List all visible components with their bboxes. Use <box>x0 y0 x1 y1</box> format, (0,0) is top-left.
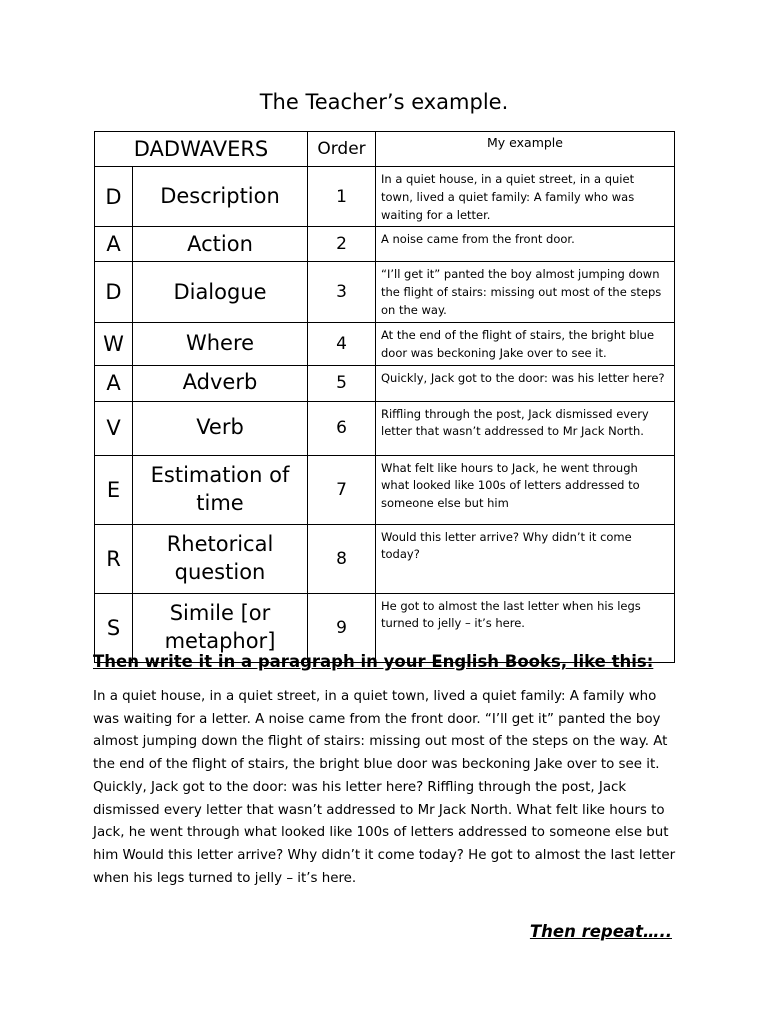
row-order: 7 <box>308 455 376 524</box>
example-header: My example <box>376 132 675 167</box>
repeat-note: Then repeat….. <box>529 922 672 941</box>
row-letter: E <box>95 455 133 524</box>
page-title: The Teacher’s example. <box>259 90 509 114</box>
row-word: Dialogue <box>133 262 308 322</box>
example-paragraph: In a quiet house, in a quiet street, in a quiet town, lived a quiet family: A family who was waiting for a letter. A noise came from the front door. “I’ll get it” panted the boy almost jumping down the flight of stairs: missing out most of the steps on the way. At the end of the flight of stairs, the bright blue door was beckoning Jake over to see it. Quickly, Jack got to the door: was his letter here? Riffling through the post, Jack dismissed every letter that wasn’t addressed to Mr Jack North. What felt like hours to Jack, he went through what looked like 100s of letters addressed to someone else but him Would this letter arrive? Why didn’t it come today? He got to almost the last letter when his legs turned to jelly – it’s here. <box>93 689 676 886</box>
dadwavers-table <box>94 131 675 663</box>
table-row <box>95 322 675 365</box>
table-header-row <box>95 132 675 167</box>
row-order: 3 <box>308 262 376 322</box>
table-row <box>95 401 675 455</box>
row-example: In a quiet house, in a quiet street, in a quiet town, lived a quiet family: A family who was waiting for a letter. <box>376 167 675 227</box>
row-letter: D <box>95 167 133 227</box>
row-letter: V <box>95 401 133 455</box>
row-letter: W <box>95 322 133 365</box>
table-row <box>95 167 675 227</box>
dadwavers-header: DADWAVERS <box>95 132 308 167</box>
row-example: He got to almost the last letter when his legs turned to jelly – it’s here. <box>376 593 675 662</box>
row-order: 8 <box>308 524 376 593</box>
row-example: At the end of the flight of stairs, the bright blue door was beckoning Jake over to see it. <box>376 322 675 365</box>
table-row <box>95 262 675 322</box>
row-example: What felt like hours to Jack, he went through what looked like 100s of letters addressed to someone else but him <box>376 455 675 524</box>
row-example: Quickly, Jack got to the door: was his letter here? <box>376 365 675 401</box>
row-word: Where <box>133 322 308 365</box>
row-example: “I’ll get it” panted the boy almost jumping down the flight of stairs: missing out most of the steps on the way. <box>376 262 675 322</box>
row-letter: A <box>95 365 133 401</box>
table-row <box>95 365 675 401</box>
row-word: Action <box>133 227 308 262</box>
row-word: Simile [or metaphor] <box>133 593 308 662</box>
row-word: Rhetorical question <box>133 524 308 593</box>
row-order: 4 <box>308 322 376 365</box>
row-letter: A <box>95 227 133 262</box>
row-order: 9 <box>308 593 376 662</box>
row-example: Would this letter arrive? Why didn’t it come today? <box>376 524 675 593</box>
row-example: Riffling through the post, Jack dismissed every letter that wasn’t addressed to Mr Jack North. <box>376 401 675 455</box>
row-order: 6 <box>308 401 376 455</box>
row-letter: S <box>95 593 133 662</box>
table-row <box>95 227 675 262</box>
table-row <box>95 455 675 524</box>
row-letter: R <box>95 524 133 593</box>
row-word: Estimation of time <box>133 455 308 524</box>
row-order: 5 <box>308 365 376 401</box>
row-example: A noise came from the front door. <box>376 227 675 262</box>
table-row <box>95 524 675 593</box>
row-word: Adverb <box>133 365 308 401</box>
row-word: Description <box>133 167 308 227</box>
row-word: Verb <box>133 401 308 455</box>
row-order: 2 <box>308 227 376 262</box>
row-letter: D <box>95 262 133 322</box>
order-header: Order <box>308 132 376 167</box>
row-order: 1 <box>308 167 376 227</box>
instruction-heading: Then write it in a paragraph in your English Books, like this: <box>93 652 654 671</box>
